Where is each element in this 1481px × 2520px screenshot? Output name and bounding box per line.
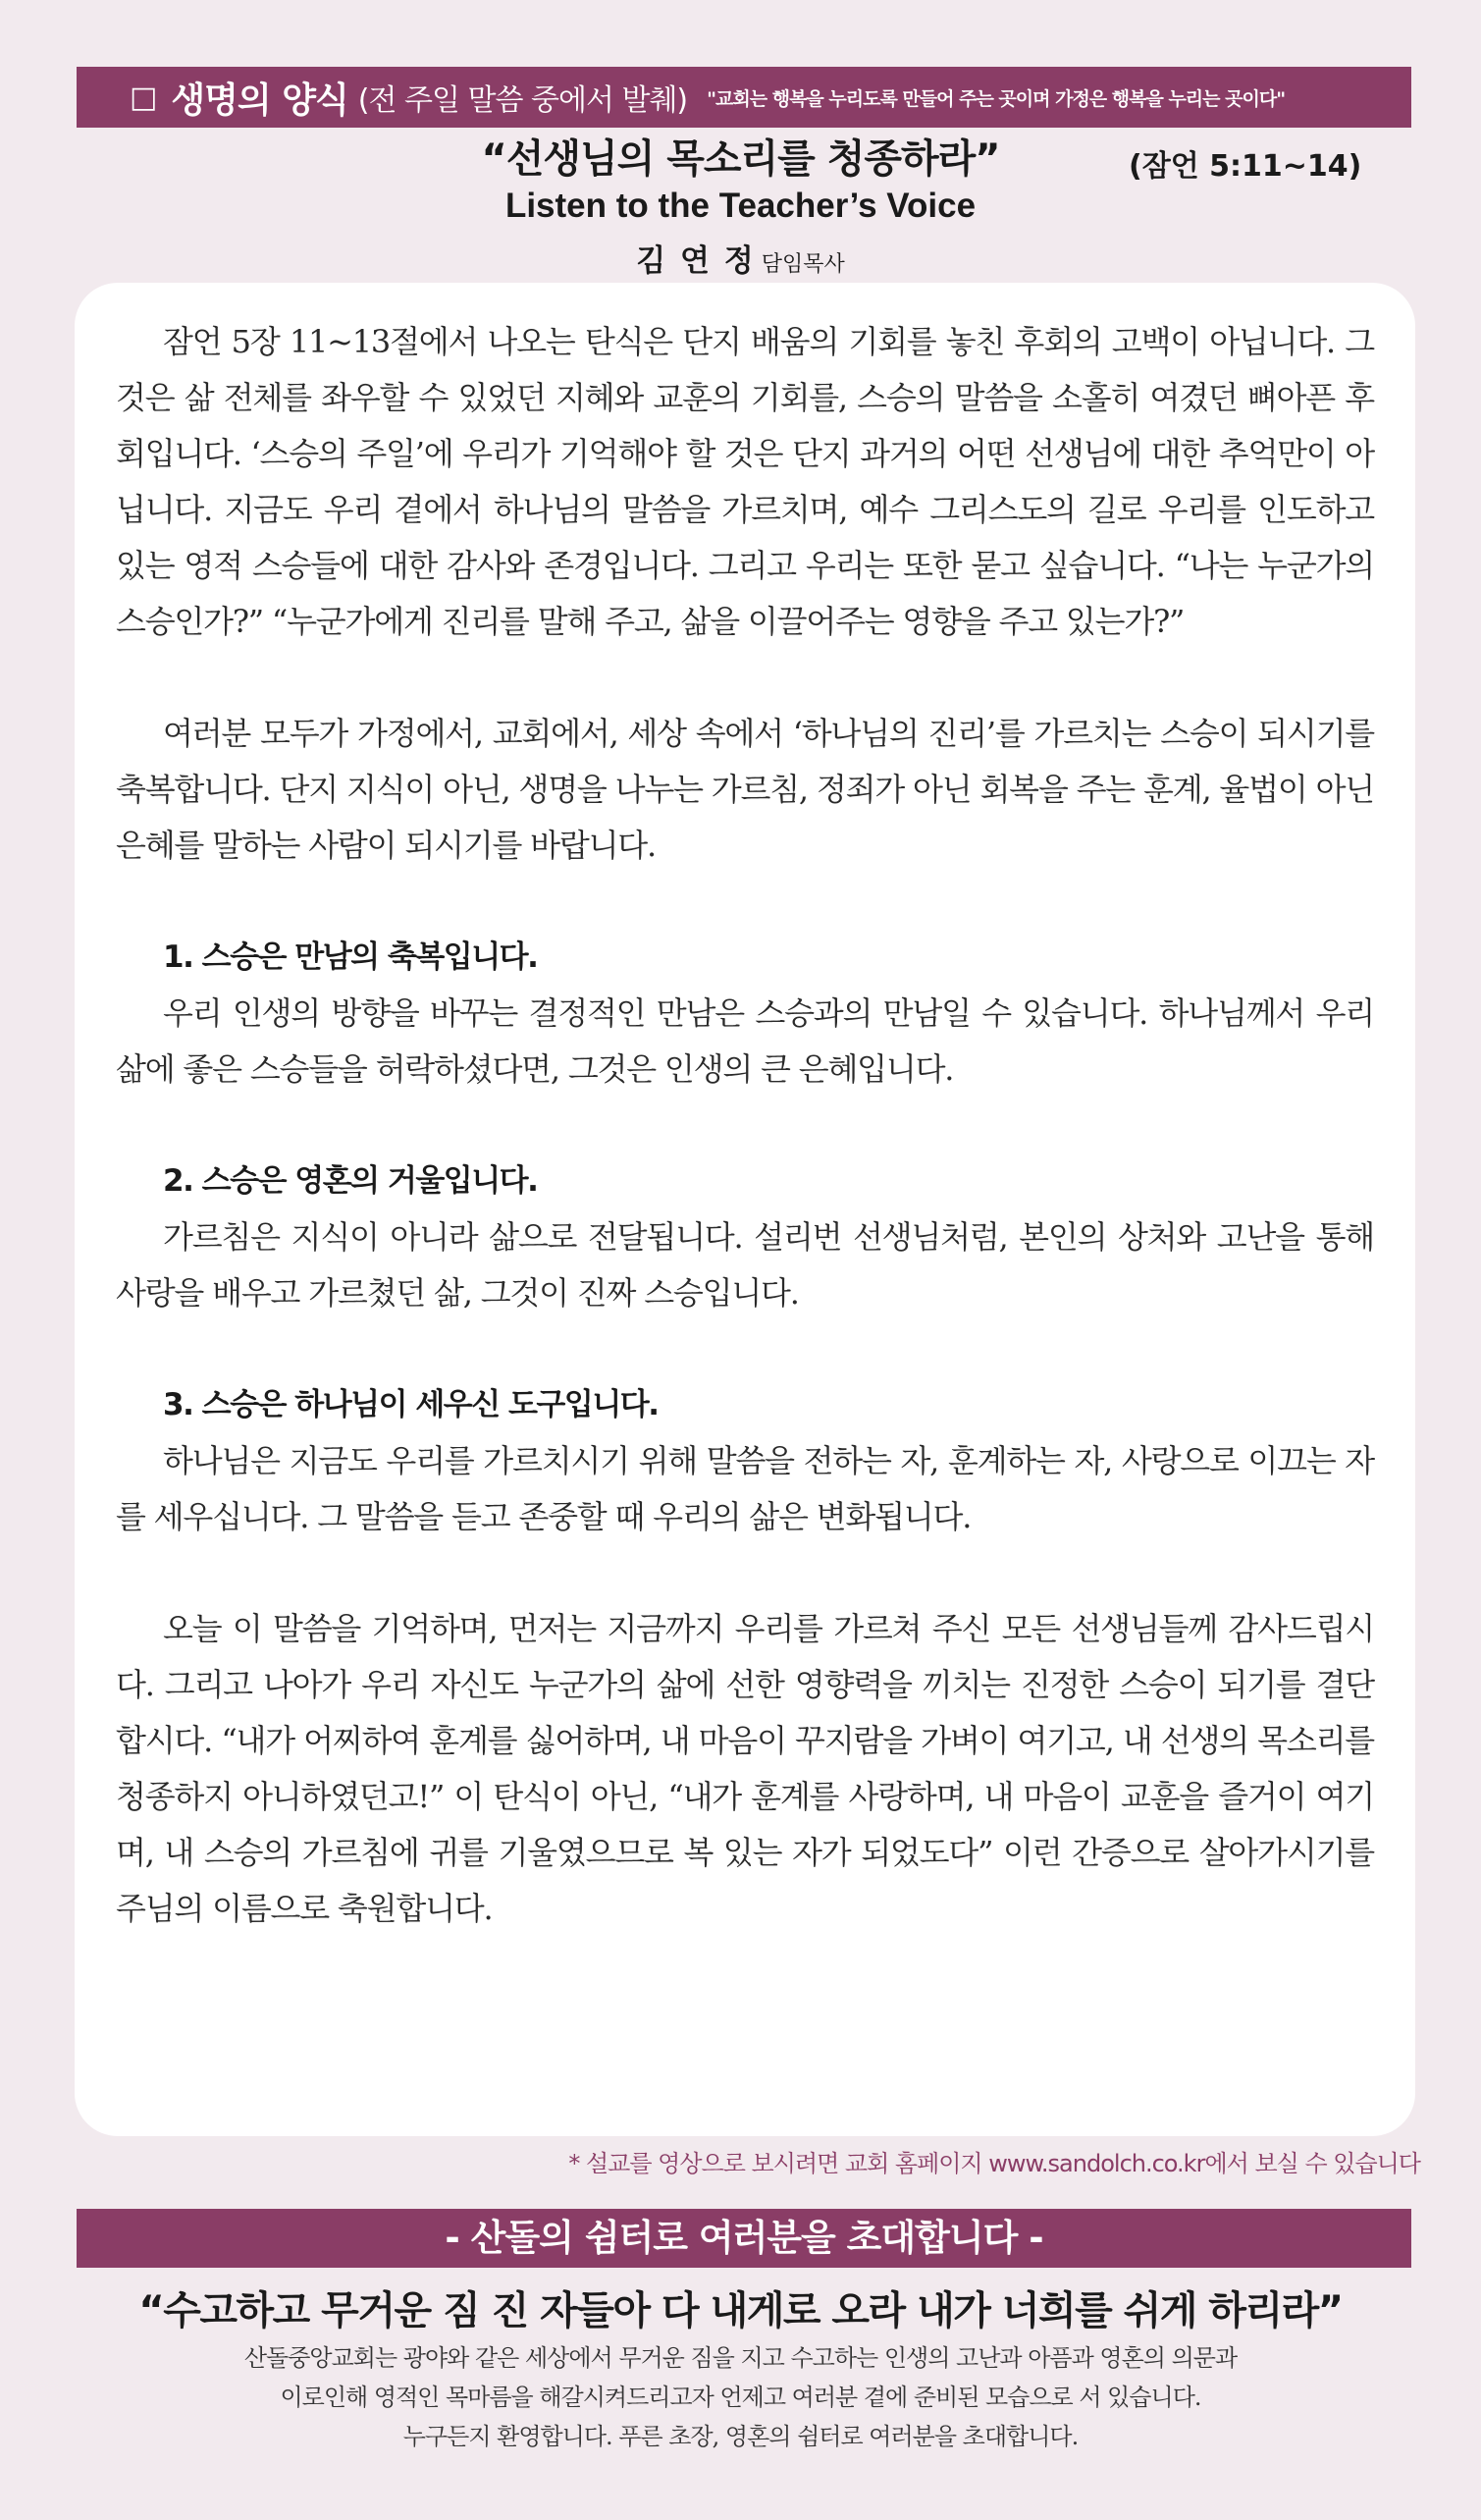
invitation-banner: - 산돌의 쉼터로 여러분을 초대합니다 - bbox=[77, 2209, 1411, 2268]
point-paragraph-1: 우리 인생의 방향을 바꾸는 결정적인 만남은 스승과의 만남일 수 있습니다. 하나님께서 우리 삶에 좋은 스승들을 허락하셨다면, 그것은 인생의 큰 은혜입니다. bbox=[116, 994, 1374, 1088]
point-heading-3: 3. 스승은 하나님이 세우신 도구입니다. bbox=[163, 1387, 659, 1422]
section-header-bar bbox=[77, 67, 1411, 128]
invitation-quote: “수고하고 무거운 짐 진 자들아 다 내게로 오라 내가 너희를 쉬게 하리라” bbox=[138, 2288, 1343, 2333]
scripture-reference: (잠언 5:11~14) bbox=[1129, 149, 1362, 184]
invitation-line-1: 산돌중앙교회는 광야와 같은 세상에서 무거운 짐을 지고 수고하는 인생의 고난과 아픔과 영혼의 의문과 bbox=[243, 2344, 1238, 2372]
invitation-text bbox=[0, 2338, 1481, 2456]
video-footnote: * 설교를 영상으로 보시려면 교회 홈페이지 www.sandolch.co.kr에서 보실 수 있습니다 bbox=[568, 2150, 1420, 2177]
invitation-line-3: 누구든지 환영합니다. 푸른 초장, 영혼의 쉼터로 여러분을 초대합니다. bbox=[402, 2423, 1079, 2450]
pastor-role: 담임목사 bbox=[761, 252, 845, 277]
section-title: 생명의 양식 bbox=[171, 80, 348, 121]
checkbox-square-icon: □ bbox=[130, 80, 158, 115]
sermon-body-card bbox=[75, 283, 1415, 2136]
invitation-line-2: 이로인해 영적인 목마름을 해갈시켜드리고자 언제고 여러분 곁에 준비된 모습으로 서 있습니다. bbox=[280, 2384, 1201, 2411]
sermon-english-title: Listen to the Teacher’s Voice bbox=[504, 187, 977, 225]
point-paragraph-3: 하나님은 지금도 우리를 가르치시기 위해 말씀을 전하는 자, 훈계하는 자, 사랑으로 이끄는 자를 세우십니다. 그 말씀을 듣고 존중할 때 우리의 삶은 변화됩니다. bbox=[116, 1442, 1374, 1535]
point-heading-1: 1. 스승은 만남의 축복입니다. bbox=[163, 939, 538, 975]
point-paragraph-2: 가르침은 지식이 아니라 삶으로 전달됩니다. 설리번 선생님처럼, 본인의 상처와 고난을 통해 사랑을 배우고 가르쳤던 삶, 그것이 진짜 스승입니다. bbox=[116, 1218, 1374, 1312]
pastor-name: 김 연 정 bbox=[636, 243, 756, 279]
sermon-title: “선생님의 목소리를 청종하라” bbox=[481, 136, 1000, 182]
body-paragraph-closing: 오늘 이 말씀을 기억하며, 먼저는 지금까지 우리를 가르쳐 주신 모든 선생님들께 감사드립시다. 그리고 나아가 우리 자신도 누군가의 삶에 선한 영향력을 끼치는 진정한 스승이 되기를 결단합시다. “내가 어찌하여 훈계를 싫어하며, 내 마음이 꾸지람을 가벼이 여기고, 내 선생의 목소리를 청종하지 아니하였던고!” 이 탄식이 아닌, “내가 훈계를 사랑하며, 내 마음이 교훈을 즐거이 여기며, 내 스승의 가르침에 귀를 기울였으므로 복 있는 자가 되었도다” 이런 간증으로 살아가시기를 주님의 이름으로 축원합니다. bbox=[116, 1610, 1374, 1927]
body-paragraph-blessing: 여러분 모두가 가정에서, 교회에서, 세상 속에서 ‘하나님의 진리’를 가르치는 스승이 되시기를 축복합니다. 단지 지식이 아닌, 생명을 나누는 가르침, 정죄가 아닌 회복을 주는 훈계, 율법이 아닌 은혜를 말하는 사람이 되시기를 바랍니다. bbox=[116, 715, 1374, 864]
pastor-credit bbox=[0, 236, 1481, 280]
body-paragraph-intro: 잠언 5장 11~13절에서 나오는 탄식은 단지 배움의 기회를 놓친 후회의 고백이 아닙니다. 그것은 삶 전체를 좌우할 수 있었던 지혜와 교훈의 기회를, 스승의 말씀을 소홀히 여겼던 뼈아픈 후회입니다. ‘스승의 주일’에 우리가 기억해야 할 것은 단지 과거의 어떤 선생님에 대한 추억만이 아닙니다. 지금도 우리 곁에서 하나님의 말씀을 가르치며, 예수 그리스도의 길로 우리를 인도하고 있는 영적 스승들에 대한 감사와 존경입니다. 그리고 우리는 또한 묻고 싶습니다. “나는 누군가의 스승인가?” “누군가에게 진리를 말해 주고, 삶을 이끌어주는 영향을 주고 있는가?” bbox=[116, 323, 1374, 640]
section-subtitle: (전 주일 말씀 중에서 발췌) bbox=[357, 83, 688, 118]
church-motto: "교회는 행복을 누리도록 만들어 주는 곳이며 가정은 행복을 누리는 곳이다" bbox=[707, 87, 1286, 110]
point-heading-2: 2. 스승은 영혼의 거울입니다. bbox=[163, 1163, 538, 1199]
